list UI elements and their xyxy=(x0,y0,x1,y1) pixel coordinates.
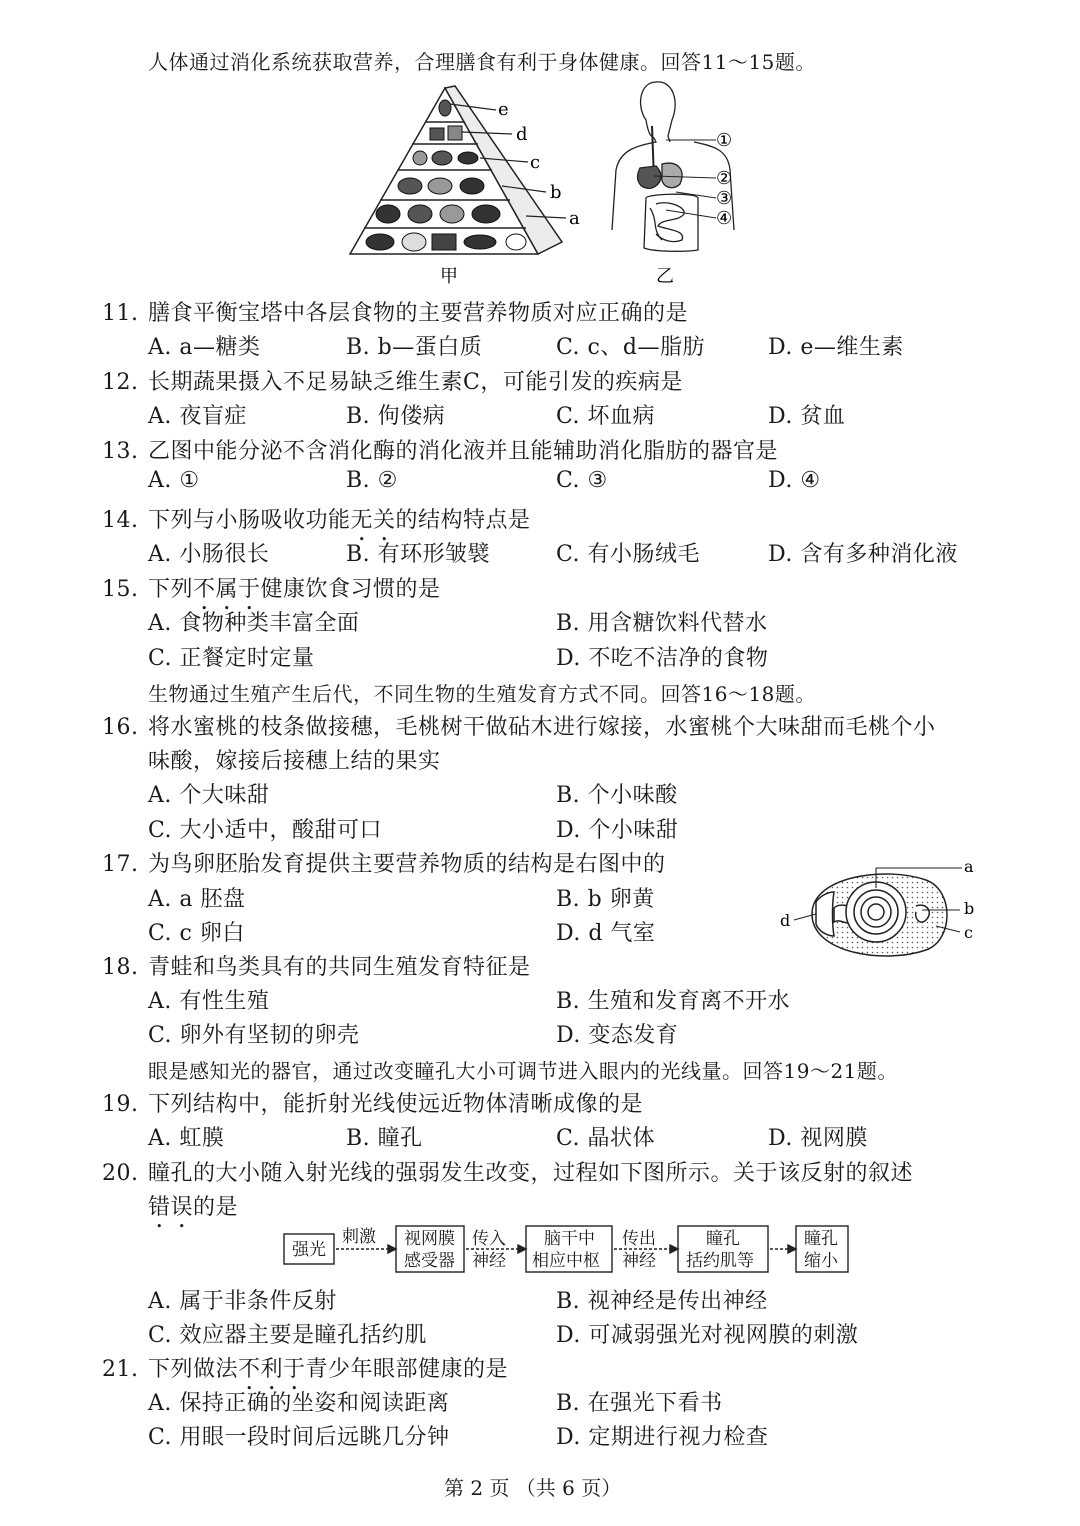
option-20-c: C. 效应器主要是瞳孔括约肌 xyxy=(148,1323,428,1348)
question-20: 20. 瞳孔的大小随入射光线的强弱发生改变，过程如下图所示。关于该反射的叙述 xyxy=(102,1161,914,1186)
option-13-b: B. ② xyxy=(346,468,398,493)
option-15-c: C. 正餐定时定量 xyxy=(148,646,315,671)
question-16: 16. 将水蜜桃的枝条做接穗，毛桃树干做砧木进行嫁接，水蜜桃个大味甜而毛桃个小 xyxy=(102,715,936,740)
pyramid-label-d: d xyxy=(516,124,528,145)
emphasis-text: 不属于 xyxy=(193,577,261,602)
option-21-c: C. 用眼一段时间后远眺几分钟 xyxy=(148,1425,450,1450)
flow-arrow-afferent-1: 传入 xyxy=(472,1229,506,1249)
option-21-d: D. 定期进行视力检查 xyxy=(556,1425,769,1450)
flow-box-effector-1: 瞳孔 xyxy=(706,1229,740,1249)
option-13-d: D. ④ xyxy=(768,468,821,493)
flow-arrow-stimulate: 刺激 xyxy=(342,1227,376,1247)
question-13: 13. 乙图中能分泌不含消化酶的消化液并且能辅助消化脂肪的器官是 xyxy=(102,439,779,464)
flow-box-receptor-1: 视网膜 xyxy=(404,1229,455,1249)
flow-box-center-1: 脑干中 xyxy=(544,1229,595,1249)
question-11-stem: 膳食平衡宝塔中各层食物的主要营养物质对应正确的是 xyxy=(148,301,689,326)
question-17-stem: 为鸟卵胚胎发育提供主要营养物质的结构是右图中的 xyxy=(148,852,666,877)
option-19-d: D. 视网膜 xyxy=(768,1126,868,1151)
question-21: 21. 下列做法不利于青少年眼部健康的是 xyxy=(102,1357,509,1382)
pyramid-label-b: b xyxy=(550,182,562,203)
intro-16-18: 生物通过生殖产生后代，不同生物的生殖发育方式不同。回答16～18题。 xyxy=(148,682,816,706)
flow-box-center-2: 相应中枢 xyxy=(532,1251,600,1271)
organ-label-1: ① xyxy=(716,130,733,151)
digestive-caption: 乙 xyxy=(656,266,674,287)
pyramid-label-e: e xyxy=(498,99,509,120)
option-13-c: C. ③ xyxy=(556,468,608,493)
pupil-reflex-flowchart xyxy=(280,1222,860,1278)
option-15-a: A. 食物种类丰富全面 xyxy=(148,611,360,636)
emphasis-text: 不利于 xyxy=(238,1357,306,1382)
question-12: 12. 长期蔬果摄入不足易缺乏维生素C，可能引发的疾病是 xyxy=(102,370,683,395)
option-17-b: B. b 卵黄 xyxy=(556,887,655,912)
question-11: 11. 膳食平衡宝塔中各层食物的主要营养物质对应正确的是 xyxy=(102,301,689,326)
option-15-d: D. 不吃不洁净的食物 xyxy=(556,646,769,671)
option-18-d: D. 变态发育 xyxy=(556,1023,679,1048)
question-12-stem: 长期蔬果摄入不足易缺乏维生素C，可能引发的疾病是 xyxy=(148,370,683,395)
option-11-a: A. a—糖类 xyxy=(148,335,261,360)
option-14-d: D. 含有多种消化液 xyxy=(768,542,958,567)
option-18-b: B. 生殖和发育离不开水 xyxy=(556,989,791,1014)
question-16-stem-1: 将水蜜桃的枝条做接穗，毛桃树干做砧木进行嫁接，水蜜桃个大味甜而毛桃个小 xyxy=(148,715,936,740)
flow-box-receptor-2: 感受器 xyxy=(404,1251,455,1271)
egg-label-d: d xyxy=(780,911,791,930)
question-13-stem: 乙图中能分泌不含消化酶的消化液并且能辅助消化脂肪的器官是 xyxy=(148,439,779,464)
option-17-c: C. c 卵白 xyxy=(148,921,245,946)
question-19-stem: 下列结构中，能折射光线使远近物体清晰成像的是 xyxy=(148,1092,644,1117)
food-pyramid-figure xyxy=(340,82,600,288)
emphasis-text: 无关 xyxy=(350,508,396,533)
option-16-d: D. 个小味甜 xyxy=(556,818,679,843)
option-20-a: A. 属于非条件反射 xyxy=(148,1289,337,1314)
option-11-c: C. c、d—脂肪 xyxy=(556,335,705,360)
emphasis-text: 错误 xyxy=(148,1195,194,1220)
option-18-c: C. 卵外有坚韧的卵壳 xyxy=(148,1023,360,1048)
question-19: 19. 下列结构中，能折射光线使远近物体清晰成像的是 xyxy=(102,1092,644,1117)
option-11-b: B. b—蛋白质 xyxy=(346,335,483,360)
option-12-d: D. 贫血 xyxy=(768,404,846,429)
bird-egg-figure xyxy=(776,856,982,966)
option-19-a: A. 虹膜 xyxy=(148,1126,225,1151)
question-17: 17. 为鸟卵胚胎发育提供主要营养物质的结构是右图中的 xyxy=(102,852,666,877)
flow-box-result-2: 缩小 xyxy=(804,1251,838,1271)
page-footer: 第 2 页 （共 6 页） xyxy=(444,1476,622,1500)
flow-box-result-1: 瞳孔 xyxy=(804,1229,838,1249)
option-21-a: A. 保持正确的坐姿和阅读距离 xyxy=(148,1391,450,1416)
option-12-c: C. 坏血病 xyxy=(556,404,656,429)
option-13-a: A. ① xyxy=(148,468,200,493)
pyramid-caption: 甲 xyxy=(440,266,458,287)
digestive-system-figure xyxy=(606,80,746,288)
question-16-stem-2: 味酸，嫁接后接穗上结的果实 xyxy=(148,749,441,774)
egg-label-a: a xyxy=(964,857,974,876)
option-14-b: B. 有环形皱襞 xyxy=(346,542,491,567)
option-18-a: A. 有性生殖 xyxy=(148,989,270,1014)
intro-19-21: 眼是感知光的器官，通过改变瞳孔大小可调节进入眼内的光线量。回答19～21题。 xyxy=(148,1059,898,1083)
flow-arrow-afferent-2: 神经 xyxy=(472,1251,506,1271)
option-12-a: A. 夜盲症 xyxy=(148,404,247,429)
flow-box-stimulus: 强光 xyxy=(292,1240,326,1260)
question-14: 14. 下列与小肠吸收功能无关的结构特点是 xyxy=(102,508,531,533)
organ-label-4: ④ xyxy=(716,208,733,229)
option-21-b: B. 在强光下看书 xyxy=(556,1391,723,1416)
egg-label-b: b xyxy=(964,899,975,918)
organ-label-3: ③ xyxy=(716,188,733,209)
question-20-stem-1: 瞳孔的大小随入射光线的强弱发生改变，过程如下图所示。关于该反射的叙述 xyxy=(148,1161,914,1186)
option-14-c: C. 有小肠绒毛 xyxy=(556,542,701,567)
question-20-stem-2: 错误的是 xyxy=(148,1195,239,1220)
egg-label-c: c xyxy=(964,923,973,942)
option-17-a: A. a 胚盘 xyxy=(148,887,246,912)
option-15-b: B. 用含糖饮料代替水 xyxy=(556,611,768,636)
flow-arrow-efferent-2: 神经 xyxy=(622,1251,656,1271)
option-16-a: A. 个大味甜 xyxy=(148,783,270,808)
option-12-b: B. 佝偻病 xyxy=(346,404,446,429)
intro-11-15: 人体通过消化系统获取营养，合理膳食有利于身体健康。回答11～15题。 xyxy=(148,50,816,74)
question-18: 18. 青蛙和鸟类具有的共同生殖发育特征是 xyxy=(102,955,531,980)
organ-label-2: ② xyxy=(716,168,733,189)
option-11-d: D. e—维生素 xyxy=(768,335,904,360)
pyramid-label-c: c xyxy=(530,152,541,173)
option-17-d: D. d 气室 xyxy=(556,921,656,946)
option-16-c: C. 大小适中，酸甜可口 xyxy=(148,818,383,843)
flow-box-effector-2: 括约肌等 xyxy=(686,1251,754,1271)
option-20-d: D. 可减弱强光对视网膜的刺激 xyxy=(556,1323,859,1348)
egg-icon xyxy=(812,874,947,956)
flow-arrow-efferent-1: 传出 xyxy=(622,1229,656,1249)
option-20-b: B. 视神经是传出神经 xyxy=(556,1289,768,1314)
question-18-stem: 青蛙和鸟类具有的共同生殖发育特征是 xyxy=(148,955,531,980)
option-16-b: B. 个小味酸 xyxy=(556,783,678,808)
option-19-c: C. 晶状体 xyxy=(556,1126,656,1151)
question-15: 15. 下列不属于健康饮食习惯的是 xyxy=(102,577,441,602)
pyramid-label-a: a xyxy=(569,208,580,229)
option-14-a: A. 小肠很长 xyxy=(148,542,270,567)
option-19-b: B. 瞳孔 xyxy=(346,1126,423,1151)
